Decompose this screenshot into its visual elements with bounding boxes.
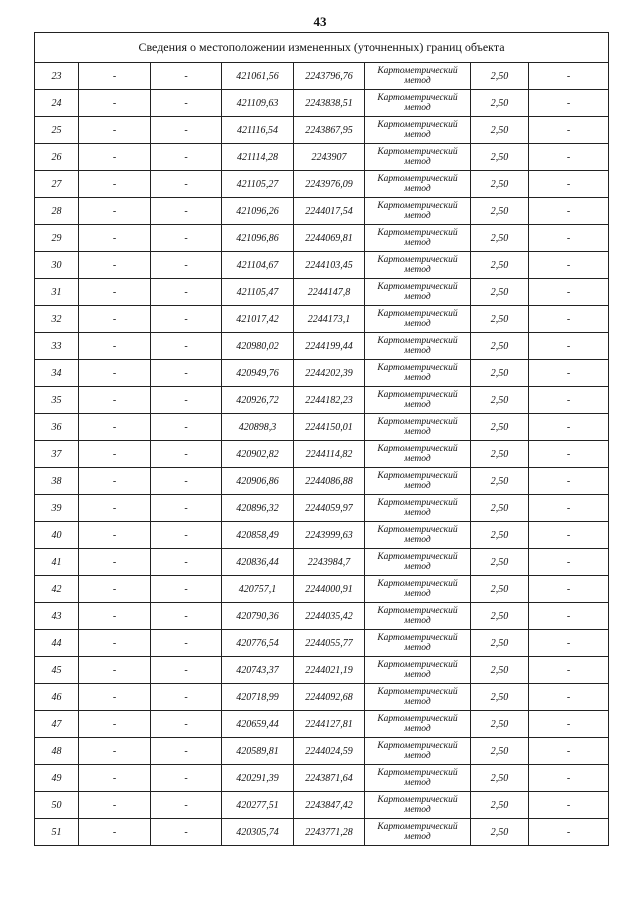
table-row (35, 225, 609, 252)
point-number-cell: 47 (35, 711, 79, 738)
point-number-cell: 44 (35, 630, 79, 657)
table-row (35, 171, 609, 198)
y-coordinate-cell: 2244017,54 (294, 198, 365, 225)
x-coordinate-cell: 421096,26 (222, 198, 294, 225)
empty-cell: - (151, 576, 222, 603)
accuracy-cell: 2,50 (471, 90, 529, 117)
y-coordinate-cell: 2244114,82 (294, 441, 365, 468)
x-coordinate-cell: 421061,56 (222, 63, 294, 90)
empty-cell: - (79, 765, 151, 792)
empty-cell: - (151, 441, 222, 468)
x-coordinate-cell: 421105,47 (222, 279, 294, 306)
accuracy-cell: 2,50 (471, 198, 529, 225)
table-row (35, 279, 609, 306)
empty-cell: - (79, 90, 151, 117)
y-coordinate-cell: 2243871,64 (294, 765, 365, 792)
table-row (35, 657, 609, 684)
accuracy-cell: 2,50 (471, 333, 529, 360)
y-coordinate-cell: 2243867,95 (294, 117, 365, 144)
method-cell: Картометрический метод (365, 522, 471, 549)
table-row (35, 333, 609, 360)
note-cell: - (529, 576, 609, 603)
empty-cell: - (151, 90, 222, 117)
point-number-cell: 27 (35, 171, 79, 198)
x-coordinate-cell: 420659,44 (222, 711, 294, 738)
accuracy-cell: 2,50 (471, 711, 529, 738)
empty-cell: - (79, 360, 151, 387)
y-coordinate-cell: 2243976,09 (294, 171, 365, 198)
empty-cell: - (151, 144, 222, 171)
table-row (35, 306, 609, 333)
page-number: 43 (313, 14, 327, 29)
point-number-cell: 51 (35, 819, 79, 846)
empty-cell: - (151, 63, 222, 90)
empty-cell: - (79, 117, 151, 144)
empty-cell: - (79, 252, 151, 279)
empty-cell: - (151, 198, 222, 225)
point-number-cell: 30 (35, 252, 79, 279)
method-cell: Картометрический метод (365, 711, 471, 738)
point-number-cell: 28 (35, 198, 79, 225)
accuracy-cell: 2,50 (471, 441, 529, 468)
note-cell: - (529, 414, 609, 441)
accuracy-cell: 2,50 (471, 792, 529, 819)
x-coordinate-cell: 420902,82 (222, 441, 294, 468)
note-cell: - (529, 333, 609, 360)
accuracy-cell: 2,50 (471, 495, 529, 522)
table-row (35, 711, 609, 738)
point-number-cell: 41 (35, 549, 79, 576)
note-cell: - (529, 711, 609, 738)
point-number-cell: 25 (35, 117, 79, 144)
empty-cell: - (79, 171, 151, 198)
table-row (35, 441, 609, 468)
x-coordinate-cell: 420291,39 (222, 765, 294, 792)
x-coordinate-cell: 420858,49 (222, 522, 294, 549)
accuracy-cell: 2,50 (471, 738, 529, 765)
accuracy-cell: 2,50 (471, 252, 529, 279)
y-coordinate-cell: 2244092,68 (294, 684, 365, 711)
point-number-cell: 48 (35, 738, 79, 765)
table-row (35, 144, 609, 171)
note-cell: - (529, 819, 609, 846)
y-coordinate-cell: 2243847,42 (294, 792, 365, 819)
table-row (35, 117, 609, 144)
empty-cell: - (151, 117, 222, 144)
empty-cell: - (151, 630, 222, 657)
accuracy-cell: 2,50 (471, 576, 529, 603)
method-cell: Картометрический метод (365, 360, 471, 387)
note-cell: - (529, 792, 609, 819)
note-cell: - (529, 117, 609, 144)
x-coordinate-cell: 420589,81 (222, 738, 294, 765)
method-cell: Картометрический метод (365, 549, 471, 576)
method-cell: Картометрический метод (365, 738, 471, 765)
table-title: Сведения о местоположении измененных (уточненных) границ объекта (35, 33, 609, 63)
table-body (35, 63, 609, 846)
y-coordinate-cell: 2244182,23 (294, 387, 365, 414)
note-cell: - (529, 495, 609, 522)
accuracy-cell: 2,50 (471, 225, 529, 252)
y-coordinate-cell: 2244150,01 (294, 414, 365, 441)
x-coordinate-cell: 420926,72 (222, 387, 294, 414)
point-number-cell: 24 (35, 90, 79, 117)
x-coordinate-cell: 420277,51 (222, 792, 294, 819)
x-coordinate-cell: 420776,54 (222, 630, 294, 657)
y-coordinate-cell: 2244173,1 (294, 306, 365, 333)
table-row (35, 738, 609, 765)
y-coordinate-cell: 2244202,39 (294, 360, 365, 387)
method-cell: Картометрический метод (365, 225, 471, 252)
accuracy-cell: 2,50 (471, 684, 529, 711)
empty-cell: - (151, 792, 222, 819)
x-coordinate-cell: 420305,74 (222, 819, 294, 846)
point-number-cell: 26 (35, 144, 79, 171)
method-cell: Картометрический метод (365, 387, 471, 414)
y-coordinate-cell: 2243796,76 (294, 63, 365, 90)
accuracy-cell: 2,50 (471, 171, 529, 198)
empty-cell: - (79, 198, 151, 225)
empty-cell: - (79, 684, 151, 711)
empty-cell: - (151, 495, 222, 522)
table-row (35, 414, 609, 441)
method-cell: Картометрический метод (365, 117, 471, 144)
method-cell: Картометрический метод (365, 576, 471, 603)
note-cell: - (529, 765, 609, 792)
empty-cell: - (151, 360, 222, 387)
note-cell: - (529, 657, 609, 684)
note-cell: - (529, 387, 609, 414)
empty-cell: - (151, 414, 222, 441)
table-row (35, 360, 609, 387)
empty-cell: - (79, 441, 151, 468)
empty-cell: - (151, 306, 222, 333)
method-cell: Картометрический метод (365, 765, 471, 792)
method-cell: Картометрический метод (365, 441, 471, 468)
accuracy-cell: 2,50 (471, 117, 529, 144)
accuracy-cell: 2,50 (471, 360, 529, 387)
table-row (35, 198, 609, 225)
table-row (35, 576, 609, 603)
accuracy-cell: 2,50 (471, 279, 529, 306)
note-cell: - (529, 279, 609, 306)
empty-cell: - (79, 819, 151, 846)
y-coordinate-cell: 2243984,7 (294, 549, 365, 576)
table-row (35, 792, 609, 819)
point-number-cell: 23 (35, 63, 79, 90)
boundary-coordinates-table (34, 32, 609, 846)
empty-cell: - (151, 171, 222, 198)
accuracy-cell: 2,50 (471, 63, 529, 90)
point-number-cell: 32 (35, 306, 79, 333)
y-coordinate-cell: 2244024,59 (294, 738, 365, 765)
note-cell: - (529, 549, 609, 576)
point-number-cell: 46 (35, 684, 79, 711)
note-cell: - (529, 603, 609, 630)
empty-cell: - (79, 576, 151, 603)
note-cell: - (529, 684, 609, 711)
note-cell: - (529, 630, 609, 657)
method-cell: Картометрический метод (365, 333, 471, 360)
empty-cell: - (79, 792, 151, 819)
point-number-cell: 33 (35, 333, 79, 360)
method-cell: Картометрический метод (365, 171, 471, 198)
y-coordinate-cell: 2244000,91 (294, 576, 365, 603)
table-row (35, 90, 609, 117)
y-coordinate-cell: 2244035,42 (294, 603, 365, 630)
empty-cell: - (79, 279, 151, 306)
method-cell: Картометрический метод (365, 603, 471, 630)
empty-cell: - (79, 144, 151, 171)
x-coordinate-cell: 420743,37 (222, 657, 294, 684)
note-cell: - (529, 90, 609, 117)
point-number-cell: 50 (35, 792, 79, 819)
empty-cell: - (79, 549, 151, 576)
accuracy-cell: 2,50 (471, 657, 529, 684)
point-number-cell: 39 (35, 495, 79, 522)
method-cell: Картометрический метод (365, 252, 471, 279)
method-cell: Картометрический метод (365, 819, 471, 846)
x-coordinate-cell: 420836,44 (222, 549, 294, 576)
table-title-row (35, 33, 609, 63)
empty-cell: - (151, 549, 222, 576)
accuracy-cell: 2,50 (471, 468, 529, 495)
empty-cell: - (79, 495, 151, 522)
point-number-cell: 35 (35, 387, 79, 414)
empty-cell: - (79, 414, 151, 441)
note-cell: - (529, 171, 609, 198)
accuracy-cell: 2,50 (471, 819, 529, 846)
method-cell: Картометрический метод (365, 144, 471, 171)
empty-cell: - (79, 63, 151, 90)
accuracy-cell: 2,50 (471, 603, 529, 630)
method-cell: Картометрический метод (365, 792, 471, 819)
empty-cell: - (79, 738, 151, 765)
method-cell: Картометрический метод (365, 63, 471, 90)
empty-cell: - (151, 468, 222, 495)
empty-cell: - (79, 468, 151, 495)
empty-cell: - (79, 522, 151, 549)
empty-cell: - (79, 603, 151, 630)
method-cell: Картометрический метод (365, 414, 471, 441)
note-cell: - (529, 468, 609, 495)
note-cell: - (529, 441, 609, 468)
method-cell: Картометрический метод (365, 684, 471, 711)
empty-cell: - (79, 630, 151, 657)
empty-cell: - (79, 306, 151, 333)
table-row (35, 630, 609, 657)
point-number-cell: 38 (35, 468, 79, 495)
x-coordinate-cell: 421114,28 (222, 144, 294, 171)
x-coordinate-cell: 421096,86 (222, 225, 294, 252)
point-number-cell: 29 (35, 225, 79, 252)
accuracy-cell: 2,50 (471, 387, 529, 414)
point-number-cell: 31 (35, 279, 79, 306)
table-row (35, 819, 609, 846)
empty-cell: - (151, 765, 222, 792)
table-row (35, 603, 609, 630)
empty-cell: - (151, 387, 222, 414)
method-cell: Картометрический метод (365, 90, 471, 117)
x-coordinate-cell: 420896,32 (222, 495, 294, 522)
accuracy-cell: 2,50 (471, 630, 529, 657)
empty-cell: - (79, 333, 151, 360)
note-cell: - (529, 252, 609, 279)
method-cell: Картометрический метод (365, 198, 471, 225)
point-number-cell: 42 (35, 576, 79, 603)
point-number-cell: 34 (35, 360, 79, 387)
table-row (35, 684, 609, 711)
point-number-cell: 37 (35, 441, 79, 468)
empty-cell: - (151, 819, 222, 846)
y-coordinate-cell: 2244059,97 (294, 495, 365, 522)
method-cell: Картометрический метод (365, 630, 471, 657)
empty-cell: - (151, 738, 222, 765)
x-coordinate-cell: 420980,02 (222, 333, 294, 360)
method-cell: Картометрический метод (365, 279, 471, 306)
note-cell: - (529, 522, 609, 549)
x-coordinate-cell: 420790,36 (222, 603, 294, 630)
x-coordinate-cell: 421116,54 (222, 117, 294, 144)
point-number-cell: 43 (35, 603, 79, 630)
table-row (35, 387, 609, 414)
table-row (35, 522, 609, 549)
y-coordinate-cell: 2244021,19 (294, 657, 365, 684)
x-coordinate-cell: 421105,27 (222, 171, 294, 198)
x-coordinate-cell: 420757,1 (222, 576, 294, 603)
x-coordinate-cell: 421104,67 (222, 252, 294, 279)
table-row (35, 252, 609, 279)
point-number-cell: 40 (35, 522, 79, 549)
empty-cell: - (79, 657, 151, 684)
y-coordinate-cell: 2244147,8 (294, 279, 365, 306)
empty-cell: - (151, 684, 222, 711)
empty-cell: - (151, 225, 222, 252)
note-cell: - (529, 225, 609, 252)
table-row (35, 63, 609, 90)
empty-cell: - (151, 522, 222, 549)
accuracy-cell: 2,50 (471, 414, 529, 441)
empty-cell: - (79, 711, 151, 738)
y-coordinate-cell: 2243838,51 (294, 90, 365, 117)
point-number-cell: 49 (35, 765, 79, 792)
note-cell: - (529, 144, 609, 171)
empty-cell: - (151, 252, 222, 279)
empty-cell: - (151, 603, 222, 630)
x-coordinate-cell: 421017,42 (222, 306, 294, 333)
note-cell: - (529, 63, 609, 90)
table-row (35, 495, 609, 522)
y-coordinate-cell: 2244086,88 (294, 468, 365, 495)
note-cell: - (529, 360, 609, 387)
x-coordinate-cell: 420906,86 (222, 468, 294, 495)
y-coordinate-cell: 2244069,81 (294, 225, 365, 252)
y-coordinate-cell: 2244103,45 (294, 252, 365, 279)
point-number-cell: 36 (35, 414, 79, 441)
empty-cell: - (151, 279, 222, 306)
empty-cell: - (79, 387, 151, 414)
note-cell: - (529, 198, 609, 225)
y-coordinate-cell: 2243999,63 (294, 522, 365, 549)
y-coordinate-cell: 2244199,44 (294, 333, 365, 360)
empty-cell: - (151, 657, 222, 684)
empty-cell: - (79, 225, 151, 252)
accuracy-cell: 2,50 (471, 144, 529, 171)
y-coordinate-cell: 2243771,28 (294, 819, 365, 846)
y-coordinate-cell: 2243907 (294, 144, 365, 171)
x-coordinate-cell: 420898,3 (222, 414, 294, 441)
accuracy-cell: 2,50 (471, 549, 529, 576)
method-cell: Картометрический метод (365, 657, 471, 684)
y-coordinate-cell: 2244055,77 (294, 630, 365, 657)
method-cell: Картометрический метод (365, 495, 471, 522)
point-number-cell: 45 (35, 657, 79, 684)
note-cell: - (529, 738, 609, 765)
method-cell: Картометрический метод (365, 306, 471, 333)
accuracy-cell: 2,50 (471, 306, 529, 333)
accuracy-cell: 2,50 (471, 522, 529, 549)
empty-cell: - (151, 333, 222, 360)
note-cell: - (529, 306, 609, 333)
y-coordinate-cell: 2244127,81 (294, 711, 365, 738)
method-cell: Картометрический метод (365, 468, 471, 495)
table-row (35, 468, 609, 495)
x-coordinate-cell: 420949,76 (222, 360, 294, 387)
accuracy-cell: 2,50 (471, 765, 529, 792)
table-row (35, 765, 609, 792)
x-coordinate-cell: 421109,63 (222, 90, 294, 117)
table-row (35, 549, 609, 576)
empty-cell: - (151, 711, 222, 738)
x-coordinate-cell: 420718,99 (222, 684, 294, 711)
